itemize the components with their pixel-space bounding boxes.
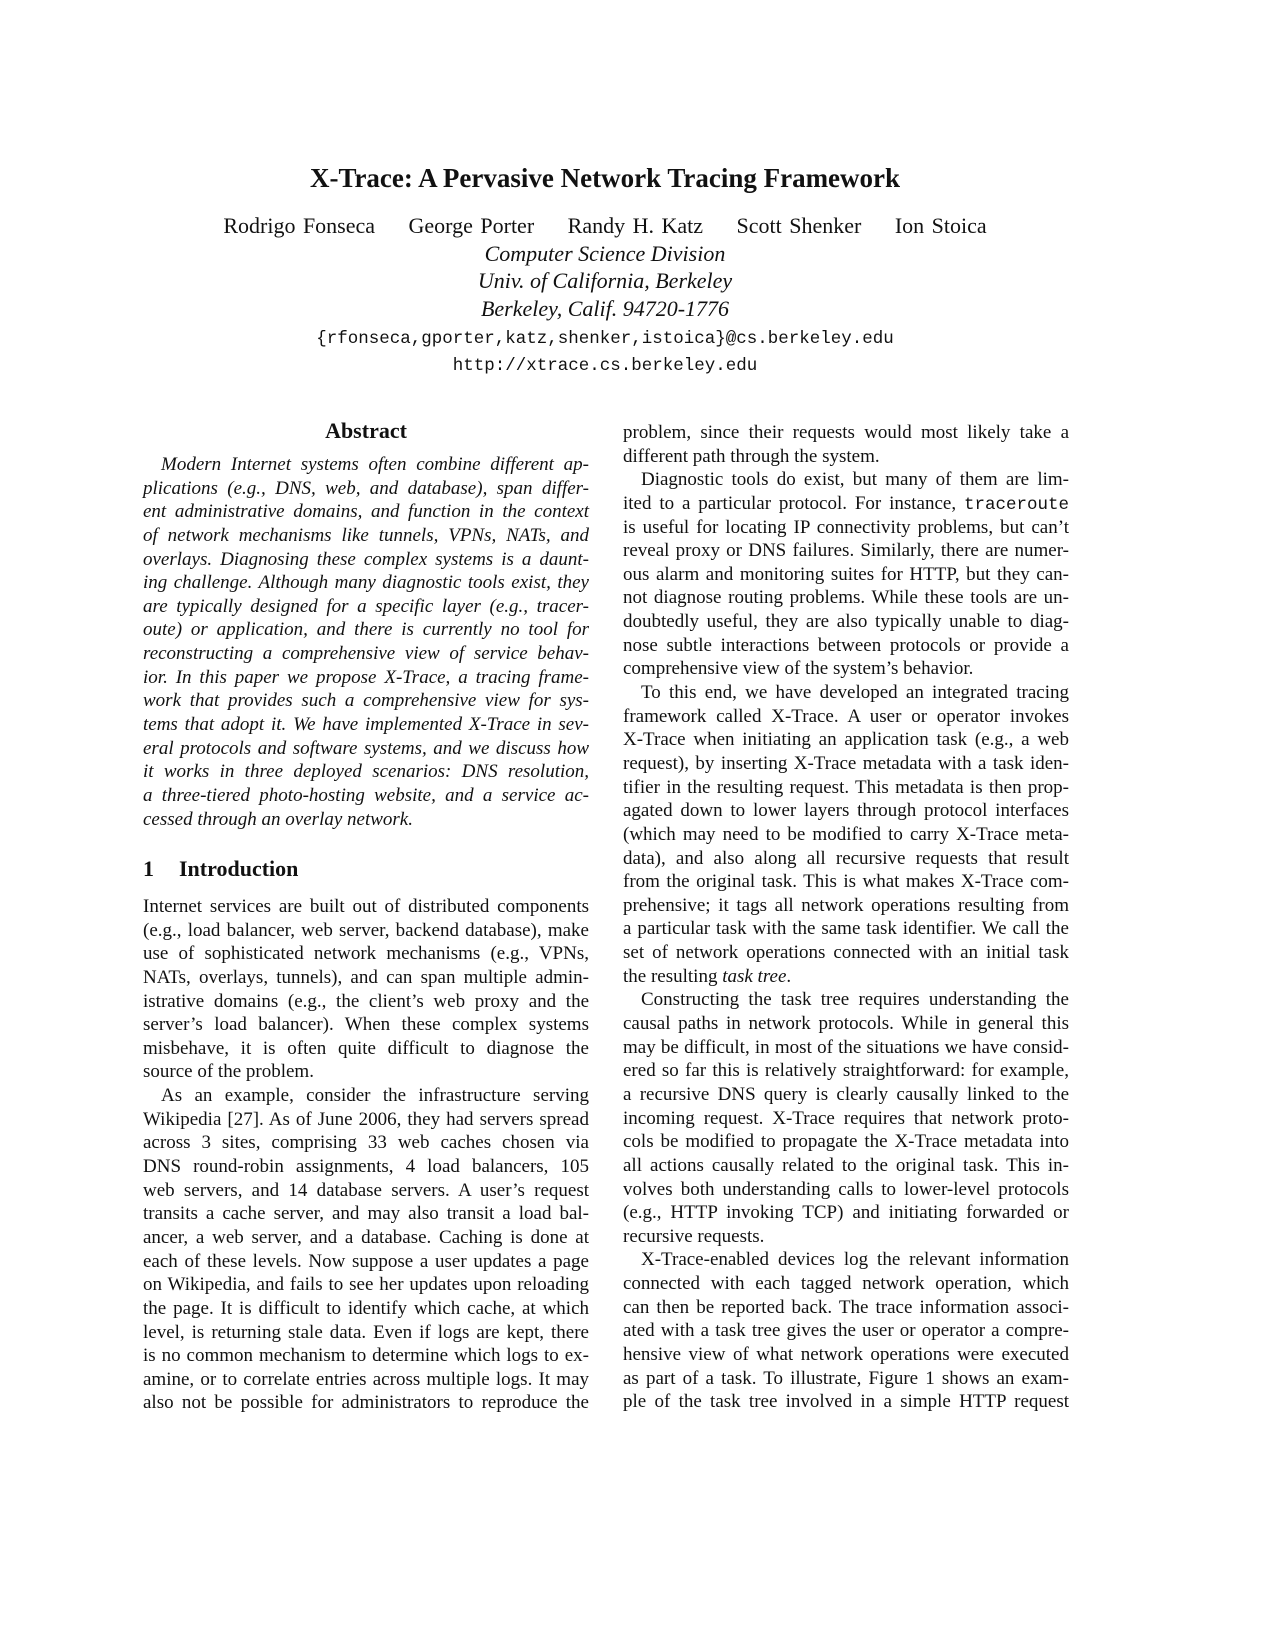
text-line: reconstructing a comprehensive view of service behav-: [143, 643, 589, 665]
code-term: traceroute: [963, 494, 1069, 515]
text-line: incoming request. X-Trace requires that network proto-: [623, 1107, 1069, 1129]
text-line: may be difficult, in most of the situations we have consid-: [623, 1036, 1069, 1058]
author-list: [0, 213, 1210, 239]
text-line: web servers, and 14 database servers. A user’s request: [143, 1179, 589, 1201]
text-line: nose subtle interactions between protocols or provide a: [623, 634, 1069, 656]
text-line: across 3 sites, comprising 33 web caches chosen via: [143, 1132, 589, 1154]
text-line: Wikipedia [27]. As of June 2006, they had servers spread: [143, 1108, 589, 1130]
text-line: is useful for locating IP connectivity problems, but can’t: [623, 516, 1069, 538]
paper-title: X-Trace: A Pervasive Network Tracing Framework: [309, 163, 901, 193]
text-line: doubtedly useful, they are also typically unable to diag-: [623, 611, 1069, 633]
text-line: server’s load balancer). When these complex systems: [143, 1014, 589, 1036]
author: Rodrigo Fonseca: [223, 213, 376, 238]
text-line: work that provides such a comprehensive view for sys-: [143, 690, 589, 712]
section-heading-introduction: [143, 856, 298, 882]
text-line: cessed through an overlay network.: [143, 808, 413, 830]
text-line: the page. It is difficult to identify which cache, at which: [143, 1297, 589, 1319]
text-line: To this end, we have developed an integrated tracing: [641, 682, 1069, 704]
text-line: (e.g., load balancer, web server, backend database), make: [143, 919, 589, 941]
text-line: plications (e.g., DNS, web, and database), span differ-: [143, 477, 589, 499]
text-line: can then be reported back. The trace information associ-: [623, 1296, 1069, 1318]
paragraph: [143, 895, 589, 1084]
text-line: [623, 965, 1069, 989]
text-line: problem, since their requests would most likely take a: [623, 422, 1069, 443]
paragraph: [623, 421, 1069, 468]
text-line: ior. In this paper we propose X-Trace, a tracing frame-: [143, 666, 589, 688]
text-line: ered so far this is relatively straightforward: for example,: [623, 1060, 1069, 1082]
text-line: (e.g., HTTP invoking TCP) and initiating forwarded or: [623, 1202, 1069, 1224]
text-line: from the original task. This is what makes X-Trace com-: [623, 871, 1069, 893]
text-line: overlays. Diagnosing these complex systems is a daunt-: [143, 548, 589, 570]
text-segment: .: [786, 965, 792, 987]
text-line: ated with a task tree gives the user or operator a compre-: [623, 1320, 1069, 1342]
text-line: on Wikipedia, and fails to see her updates upon reloading: [143, 1274, 589, 1296]
paragraph: [623, 468, 1069, 681]
text-line: framework called X-Trace. A user or operator invokes: [623, 705, 1069, 727]
text-line: reveal proxy or DNS failures. Similarly, there are numer-: [623, 540, 1069, 562]
text-segment: task tree: [722, 965, 787, 987]
author: George Porter: [408, 213, 535, 238]
text-line: comprehensive view of the system’s behavior.: [623, 658, 974, 680]
text-line: volves both understanding calls to lower-level protocols: [623, 1178, 1069, 1200]
text-line: oute) or application, and there is currently no tool for: [143, 619, 589, 641]
text-line: ent administrative domains, and function in the context: [143, 501, 589, 523]
text-line: DNS round-robin assignments, 4 load balancers, 105: [143, 1156, 589, 1178]
text-line: each of these levels. Now suppose a user updates a page: [143, 1250, 589, 1272]
text-line: connected with each tagged network operation, which: [623, 1273, 1069, 1295]
text-line: Constructing the task tree requires understanding the: [641, 989, 1069, 1011]
text-line: not diagnose routing problems. While these tools are un-: [623, 587, 1069, 609]
text-line: ous alarm and monitoring suites for HTTP, but they can-: [623, 563, 1069, 585]
section-title: Introduction: [179, 856, 299, 881]
text-line: ancer, a web server, and a database. Caching is done at: [143, 1226, 589, 1248]
text-line: misbehave, it is often quite difficult to diagnose the: [143, 1037, 589, 1059]
text-line: tems that adopt it. We have implemented X-Trace in sev-: [143, 714, 589, 736]
text-line: cols be modified to propagate the X-Trace metadata into: [623, 1131, 1069, 1153]
author: Scott Shenker: [736, 213, 862, 238]
text-line: amine, or to correlate entries across multiple logs. It may: [143, 1368, 589, 1390]
text-line: all actions causally related to the original task. This in-: [623, 1154, 1069, 1176]
text-line: of network mechanisms like tunnels, VPNs, NATs, and: [143, 524, 589, 546]
text-segment: the resulting: [623, 965, 723, 987]
paragraph: [143, 453, 589, 831]
text-line: agated down to lower layers through protocol interfaces: [623, 800, 1069, 822]
intro-right-column: [623, 421, 1069, 1414]
text-line: it works in three deployed scenarios: DNS resolution,: [143, 761, 589, 783]
text-line: NATs, overlays, tunnels), and can span multiple admin-: [143, 966, 589, 988]
text-line: data), and also along all recursive requests that result: [623, 847, 1069, 869]
paragraph: [143, 1084, 589, 1415]
text-line: ple of the task tree involved in a simple HTTP request: [623, 1391, 1069, 1413]
section-number: 1: [143, 856, 154, 881]
text-line: level, is returning stale data. Even if logs are kept, there: [143, 1321, 589, 1343]
text-line: [623, 492, 1069, 516]
affiliation-line: Computer Science Division: [484, 241, 726, 266]
abstract-body: [143, 453, 589, 831]
text-line: recursive requests.: [623, 1225, 765, 1247]
text-line: transits a cache server, and may also transit a load bal-: [143, 1203, 589, 1225]
text-segment: ited to a particular protocol. For instance,: [623, 492, 964, 514]
text-line: X-Trace when initiating an application task (e.g., a web: [623, 729, 1069, 751]
text-line: hensive view of what network operations were executed: [623, 1343, 1069, 1365]
affiliation-line: Univ. of California, Berkeley: [477, 268, 733, 293]
text-line: As an example, consider the infrastructure serving: [161, 1085, 589, 1107]
text-line: set of network operations connected with an initial task: [623, 942, 1069, 964]
text-line: request), by inserting X-Trace metadata with a task iden-: [623, 752, 1069, 774]
text-line: as part of a task. To illustrate, Figure 1 shows an exam-: [623, 1367, 1069, 1389]
text-line: X-Trace-enabled devices log the relevant information: [641, 1249, 1069, 1271]
paragraph: [623, 1248, 1069, 1413]
text-line: Diagnostic tools do exist, but many of them are lim-: [641, 469, 1069, 491]
text-line: causal paths in network protocols. While in general this: [623, 1013, 1069, 1035]
project-url[interactable]: http://xtrace.cs.berkeley.edu: [452, 356, 758, 376]
text-line: a particular task with the same task identifier. We call the: [623, 918, 1069, 940]
intro-left-column: [143, 895, 589, 1415]
text-line: source of the problem.: [143, 1061, 314, 1083]
text-line: also not be possible for administrators to reproduce the: [143, 1392, 589, 1414]
text-line: use of sophisticated network mechanisms (e.g., VPNs,: [143, 943, 589, 965]
text-line: istrative domains (e.g., the client’s web proxy and the: [143, 990, 589, 1012]
author: Ion Stoica: [894, 213, 987, 238]
text-line: eral protocols and software systems, and we discuss how: [143, 737, 589, 759]
text-line: are typically designed for a specific layer (e.g., tracer-: [143, 595, 589, 617]
paragraph: [623, 681, 1069, 988]
text-line: tifier in the resulting request. This metadata is then prop-: [623, 776, 1069, 798]
affiliation-line: Berkeley, Calif. 94720-1776: [480, 296, 730, 321]
text-line: (which may need to be modified to carry X-Trace meta-: [623, 823, 1069, 845]
text-line: is no common mechanism to determine which logs to ex-: [143, 1345, 589, 1367]
text-line: Internet services are built out of distributed components: [143, 896, 589, 917]
paragraph: [623, 988, 1069, 1248]
text-line: ing challenge. Although many diagnostic tools exist, they: [143, 572, 589, 594]
text-line: different path through the system.: [623, 445, 880, 467]
text-line: Modern Internet systems often combine different ap-: [161, 454, 589, 475]
author-emails: {rfonseca,gporter,katz,shenker,istoica}@cs.berkeley.edu: [316, 329, 894, 349]
text-line: a three-tiered photo-hosting website, and a service ac-: [143, 784, 589, 806]
text-line: prehensive; it tags all network operations resulting from: [623, 894, 1069, 916]
abstract-heading: Abstract: [325, 418, 407, 443]
text-line: a recursive DNS query is clearly causally linked to the: [623, 1083, 1069, 1105]
author: Randy H. Katz: [567, 213, 704, 238]
